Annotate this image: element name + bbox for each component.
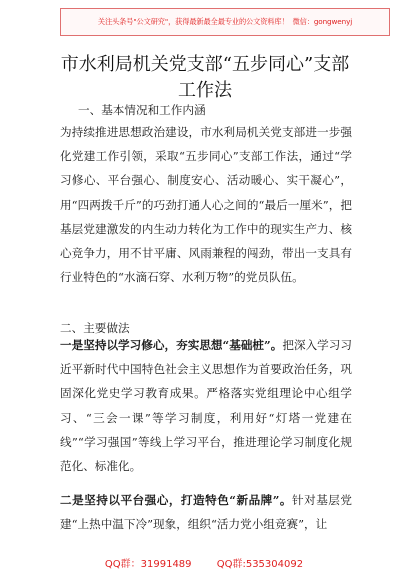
- wechat-id: 微信：gongwenyj: [292, 17, 353, 26]
- practice-item-study: [60, 333, 352, 478]
- qq-group-2: QQ群:535304092: [216, 559, 304, 570]
- document-title: 市水利局机关党支部“五步同心”支部工作法: [60, 54, 350, 101]
- promo-banner: [60, 8, 390, 36]
- qq-group-1: QQ群：31991489: [104, 559, 192, 570]
- section-body-basic-info: 为持续推进思想政治建设，市水利局机关党支部进一步强化党建工作引领，采取“五步同心”支部工作法，通过“学习修心、平台强心、制度安心、活动暖心、实干凝心”，用“四两拨千斤”的巧劲打通人心之间的“最后一厘米”，把基层党建激发的内生动力转化为工作中的现实生产力、核心竞争力，用不甘平庸、风雨兼程的闯劲，带出一支具有行业特色的“水滴石穿、水利万物”的党员队伍。: [60, 125, 352, 285]
- practice-item-platform-lead: 二是坚持以平台强心，打造特色“新品牌”。: [60, 493, 293, 507]
- promo-text: 关注头条号"公文研究"，获得最新最全最专业的公文资料库！: [97, 17, 289, 26]
- practice-item-study-lead: 一是坚持以学习修心，夯实思想“基础桩”。: [60, 338, 283, 352]
- practice-item-platform: [60, 488, 352, 536]
- practice-item-platform-body: 针对基层党建“上热中温下冷”现象，组织“活力党小组竞赛”，让: [60, 493, 352, 532]
- footer-contact: [0, 555, 408, 570]
- practice-item-study-body: 把深入学习习近平新时代中国特色社会主义思想作为首要政治任务，巩固深化党史学习教育成果。严格落实党组理论中心组学习、“三会一课”等学习制度，利用好“灯塔一党建在线”“学习强国”等线上学习平台，推进理论学习制度化规范化、标准化。: [60, 338, 352, 474]
- section-heading-main-practices: 二、主要做法: [60, 321, 130, 335]
- section-heading-basic-info: 一、基本情况和工作内涵: [78, 103, 206, 117]
